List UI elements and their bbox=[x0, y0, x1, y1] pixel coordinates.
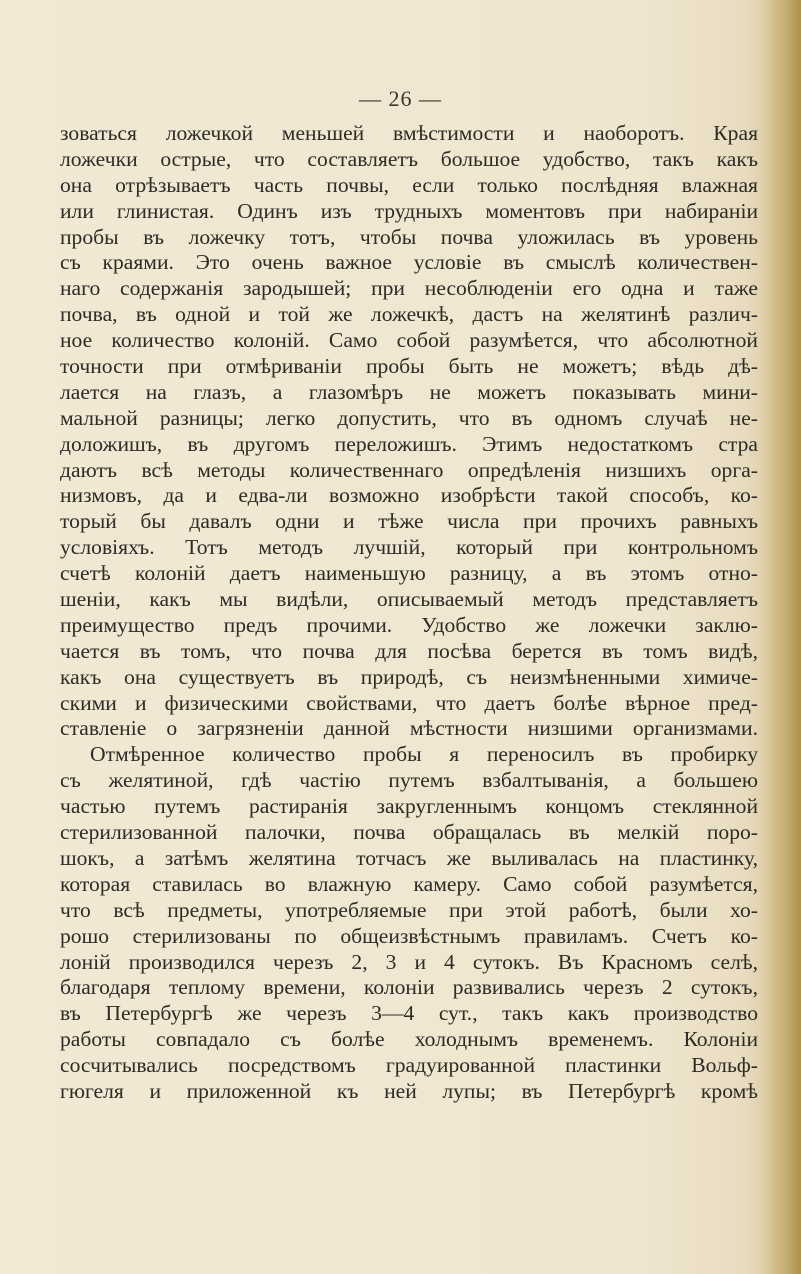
text-line: точности при отмѣриваніи пробы быть не можетъ; вѣдь дѣ- bbox=[60, 354, 758, 379]
text-line: преимущество предъ прочими. Удобство же ложечки заклю- bbox=[60, 612, 758, 637]
page-number: — 26 — bbox=[359, 86, 442, 111]
text-line: что всѣ предметы, употребляемые при этой работѣ, были хо- bbox=[60, 897, 758, 922]
text-line: торый бы давалъ одни и тѣже числа при прочихъ равныхъ bbox=[60, 509, 758, 534]
text-line: низмовъ, да и едва-ли возможно изобрѣсти такой способъ, ко- bbox=[60, 483, 758, 508]
text-line: ложечки острые, что составляетъ большое удобство, такъ какъ bbox=[60, 146, 758, 171]
text-line: доложишъ, въ другомъ переложишъ. Этимъ недостаткомъ стра bbox=[60, 431, 758, 456]
text-line: зоваться ложечкой меньшей вмѣстимости и наоборотъ. Края bbox=[60, 121, 758, 145]
text-line: рошо стерилизованы по общеизвѣстнымъ правиламъ. Счетъ ко- bbox=[60, 923, 758, 948]
page-edge-shadow bbox=[763, 0, 801, 1274]
text-line: гюгеля и приложенной къ ней лупы; въ Петербургѣ кромѣ bbox=[60, 1078, 758, 1103]
text-line: почва, въ одной и той же ложечкѣ, дастъ на желятинѣ различ- bbox=[60, 302, 758, 327]
text-line: мальной разницы; легко допустить, что въ одномъ случаѣ не- bbox=[60, 405, 758, 430]
text-line: пробы въ ложечку тотъ, чтобы почва уложилась въ уровень bbox=[60, 224, 758, 249]
text-line: въ Петербургѣ же черезъ 3—4 сут., такъ какъ производство bbox=[60, 1001, 758, 1026]
text-line: счетѣ колоній даетъ наименьшую разницу, а въ этомъ отно- bbox=[60, 561, 758, 586]
text-line: частью путемъ растиранія закругленнымъ концомъ стеклянной bbox=[60, 794, 758, 819]
text-line: скими и физическими свойствами, что даетъ болѣе вѣрное пред- bbox=[60, 690, 758, 715]
text-line: которая ставилась во влажную камеру. Само собой разумѣется, bbox=[60, 871, 758, 896]
text-line: сосчитывались посредствомъ градуированной пластинки Вольф- bbox=[60, 1053, 758, 1078]
text-line: она отрѣзываетъ часть почвы, если только послѣдняя влажная bbox=[60, 172, 758, 197]
text-line: съ краями. Это очень важное условіе въ смыслѣ количествен- bbox=[60, 250, 758, 275]
text-line: Отмѣренное количество пробы я переносилъ въ пробирку bbox=[90, 742, 758, 767]
text-line: даютъ всѣ методы количественнаго опредѣленія низшихъ орга- bbox=[60, 457, 758, 482]
text-line: благодаря теплому времени, колоніи развивались черезъ 2 сутокъ, bbox=[60, 975, 758, 1000]
text-line: работы совпадало съ болѣе холоднымъ временемъ. Колоніи bbox=[60, 1027, 758, 1052]
text-line: ставленіе о загрязненіи данной мѣстности низшими организмами. bbox=[60, 716, 758, 741]
text-line: наго содержанія зародышей; при несоблюденіи его одна и таже bbox=[60, 276, 758, 301]
text-line: чается въ томъ, что почва для посѣва берется въ томъ видѣ, bbox=[60, 638, 758, 663]
text-line: условіяхъ. Тотъ методъ лучшій, который при контрольномъ bbox=[60, 535, 758, 560]
text-line: шеніи, какъ мы видѣли, описываемый методъ представляетъ bbox=[60, 587, 758, 612]
text-line: съ желятиной, гдѣ частію путемъ взбалтыванія, а большею bbox=[60, 768, 758, 793]
text-line: ное количество колоній. Само собой разумѣется, что абсолютной bbox=[60, 328, 758, 353]
text-line: стерилизованной палочки, почва обращалась въ мелкій поро- bbox=[60, 820, 758, 845]
body-text bbox=[60, 121, 758, 1105]
text-line: или глинистая. Одинъ изъ трудныхъ моментовъ при набираніи bbox=[60, 198, 758, 223]
text-line: лоній производился черезъ 2, 3 и 4 сутокъ. Въ Красномъ селѣ, bbox=[60, 949, 758, 974]
text-line: какъ она существуетъ въ природѣ, съ неизмѣненными химиче- bbox=[60, 664, 758, 689]
text-line: шокъ, а затѣмъ желятина тотчасъ же выливалась на пластинку, bbox=[60, 845, 758, 870]
text-line: лается на глазъ, а глазомѣръ не можетъ показывать мини- bbox=[60, 379, 758, 404]
